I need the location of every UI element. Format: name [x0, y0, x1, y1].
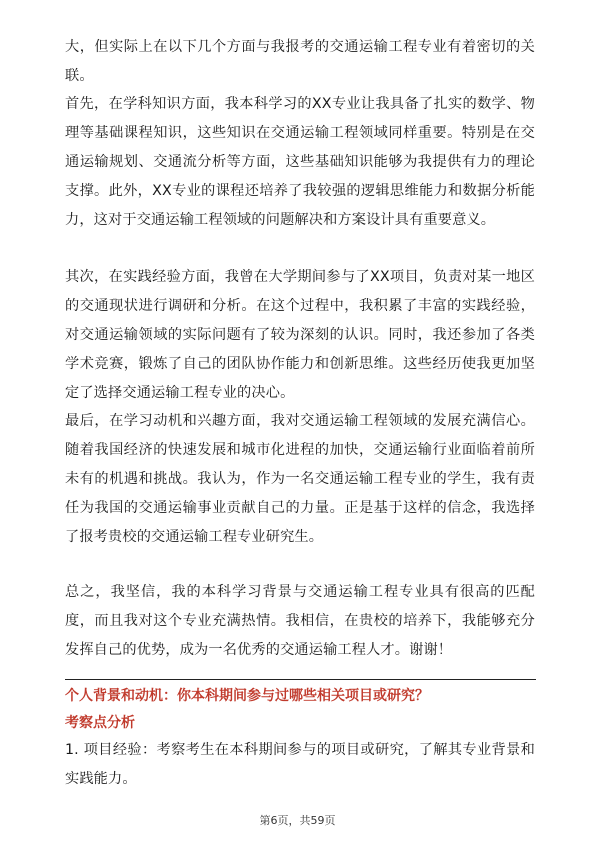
section-divider	[65, 679, 536, 680]
question-heading: 个人背景和动机：你本科期间参与过哪些相关项目或研究？	[65, 688, 429, 704]
paragraph-second-point: 其次，在实践经验方面，我曾在大学期间参与了XX项目，负责对某一地区的交通现状进行调研和分析。在这个过程中，我积累了丰富的实践经验，对交通运输领域的实际问题有了较为深刻的认识。同时，我还参加了各类学术竞赛，锻炼了自己的团队协作能力和创新思维。这些经历使我更加坚定了选择交通运输工程专业的决心。	[65, 269, 535, 401]
paragraph-conclusion: 总之，我坚信，我的本科学习背景与交通运输工程专业具有很高的匹配度，而且我对这个专业充满热情。我相信，在贵校的培养下，我能够充分发挥自己的优势，成为一名优秀的交通运输工程人才。谢谢！	[65, 584, 535, 658]
analysis-heading: 考察点分析	[65, 715, 135, 731]
page-number-footer: 第6页，共59页	[259, 814, 336, 827]
paragraph-intro-continuation: 大，但实际上在以下几个方面与我报考的交通运输工程专业有着密切的关联。	[65, 39, 535, 84]
paragraph-first-point: 首先，在学科知识方面，我本科学习的XX专业让我具备了扎实的数学、物理等基础课程知识，这些知识在交通运输工程领域同样重要。特别是在交通运输规划、交通流分析等方面，这些基础知识能够为我提供有力的理论支撑。此外，XX专业的课程还培养了我较强的逻辑思维能力和数据分析能力，这对于交通运输工程领域的问题解决和方案设计具有重要意义。	[65, 96, 535, 228]
paragraph-third-point: 最后，在学习动机和兴趣方面，我对交通运输工程领域的发展充满信心。随着我国经济的快速发展和城市化进程的加快，交通运输行业面临着前所未有的机遇和挑战。我认为，作为一名交通运输工程专业的学生，我有责任为我国的交通运输事业贡献自己的力量。正是基于这样的信念，我选择了报考贵校的交通运输工程专业研究生。	[65, 413, 535, 545]
analysis-item: 1. 项目经验：考察考生在本科期间参与的项目或研究，了解其专业背景和实践能力。	[65, 742, 535, 787]
